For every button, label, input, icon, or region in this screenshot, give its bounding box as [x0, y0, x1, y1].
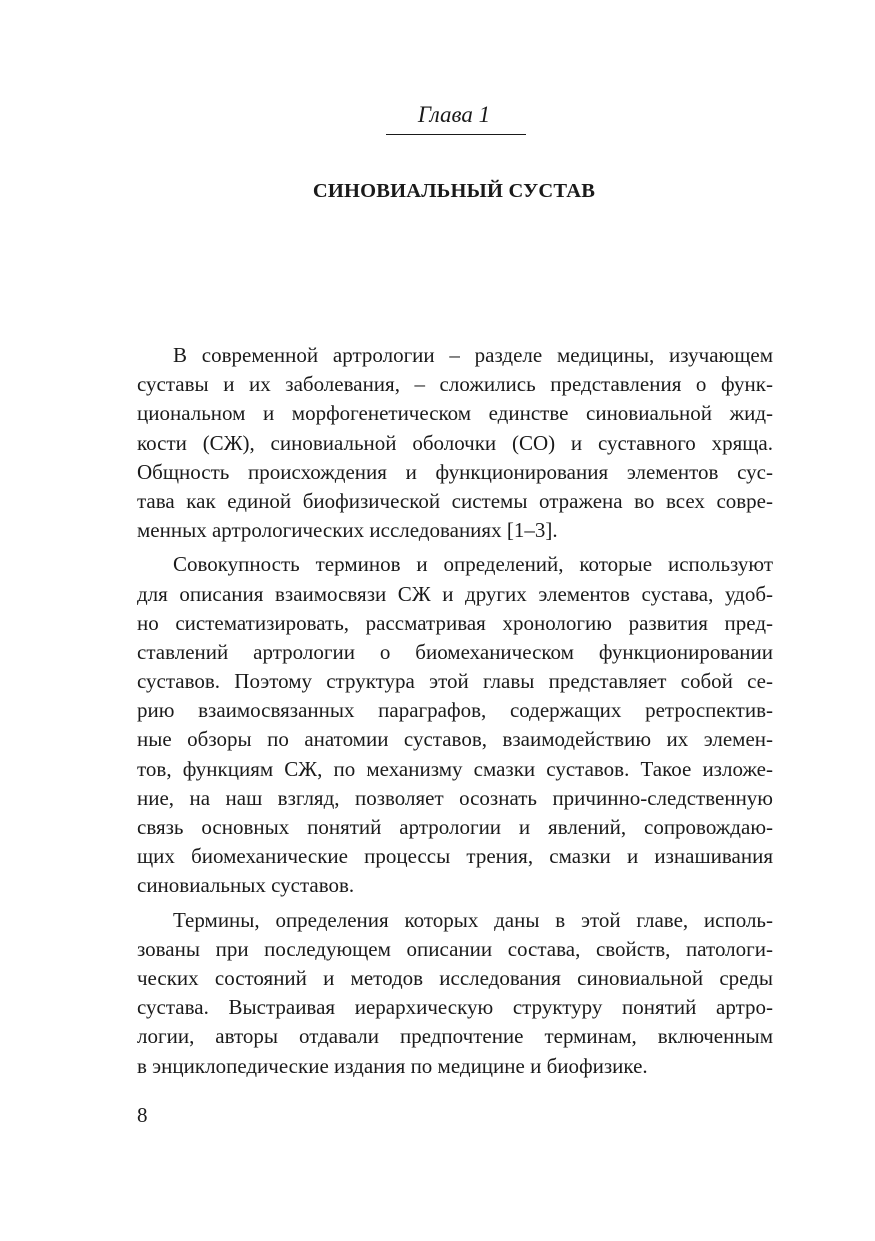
paragraph-line: для описания взаимосвязи СЖ и других элементов сустава, удоб- [137, 581, 773, 606]
paragraph-line: В современной артрологии – разделе медицины, изучающем [173, 343, 773, 367]
paragraph-line: связь основных понятий артрологии и явлений, сопровождаю- [137, 815, 773, 839]
paragraph-line: Общность происхождения и функционирования элементов сус- [137, 459, 773, 484]
paragraph-line: в энциклопедические издания по медицине и биофизике. [137, 1053, 648, 1078]
paragraph-line: Термины, определения которых даны в этой главе, исполь- [173, 907, 773, 932]
page-number: 8 [137, 1103, 148, 1127]
paragraph-line: синовиальных суставов. [137, 873, 355, 898]
paragraph-line: суставы и их заболевания, – сложились представления о функ- [137, 372, 773, 397]
paragraph-line: менных артрологических исследованиях [1–3]. [137, 518, 558, 543]
paragraph-line: ческих состояний и методов исследования синовиальной среды [137, 965, 773, 990]
paragraph-line: сустава. Выстраивая иерархическую структуру понятий артро- [137, 995, 773, 1020]
paragraph-2 [137, 550, 773, 900]
paragraph-line: ние, на наш взгляд, позволяет осознать причинно-следственную [137, 785, 773, 810]
paragraph-line: зованы при последующем описании состава, свойств, патологи- [137, 936, 773, 961]
chapter-title: СИНОВИАЛЬНЫЙ СУСТАВ [312, 180, 596, 202]
paragraph-line: ставлений артрологии о биомеханическом функционировании [137, 639, 773, 664]
paragraph-line: но систематизировать, рассматривая хронологию развития пред- [137, 610, 773, 635]
paragraph-line: тов, функциям СЖ, по механизму смазки суставов. Такое изложе- [137, 756, 773, 781]
paragraph-1 [137, 341, 773, 545]
paragraph-line: рию взаимосвязанных параграфов, содержащих ретроспектив- [137, 698, 773, 723]
chapter-rule [386, 134, 526, 135]
body-text [137, 341, 773, 1081]
chapter-label: Глава 1 [417, 102, 491, 127]
paragraph-line: циональном и морфогенетическом единстве синовиальной жид- [137, 401, 773, 426]
paragraph-line: логии, авторы отдавали предпочтение терминам, включенным [137, 1024, 773, 1049]
paragraph-line: щих биомеханические процессы трения, смазки и изнашивания [137, 844, 773, 869]
paragraph-line: суставов. Поэтому структура этой главы представляет собой се- [137, 669, 773, 694]
paragraph-line: Совокупность терминов и определений, которые используют [173, 552, 773, 577]
paragraph-line: кости (СЖ), синовиальной оболочки (СО) и суставного хряща. [137, 430, 773, 455]
paragraph-line: ные обзоры по анатомии суставов, взаимодействию их элемен- [137, 727, 773, 752]
paragraph-3 [137, 906, 773, 1081]
paragraph-line: тава как единой биофизической системы отражена во всех совре- [137, 488, 773, 513]
